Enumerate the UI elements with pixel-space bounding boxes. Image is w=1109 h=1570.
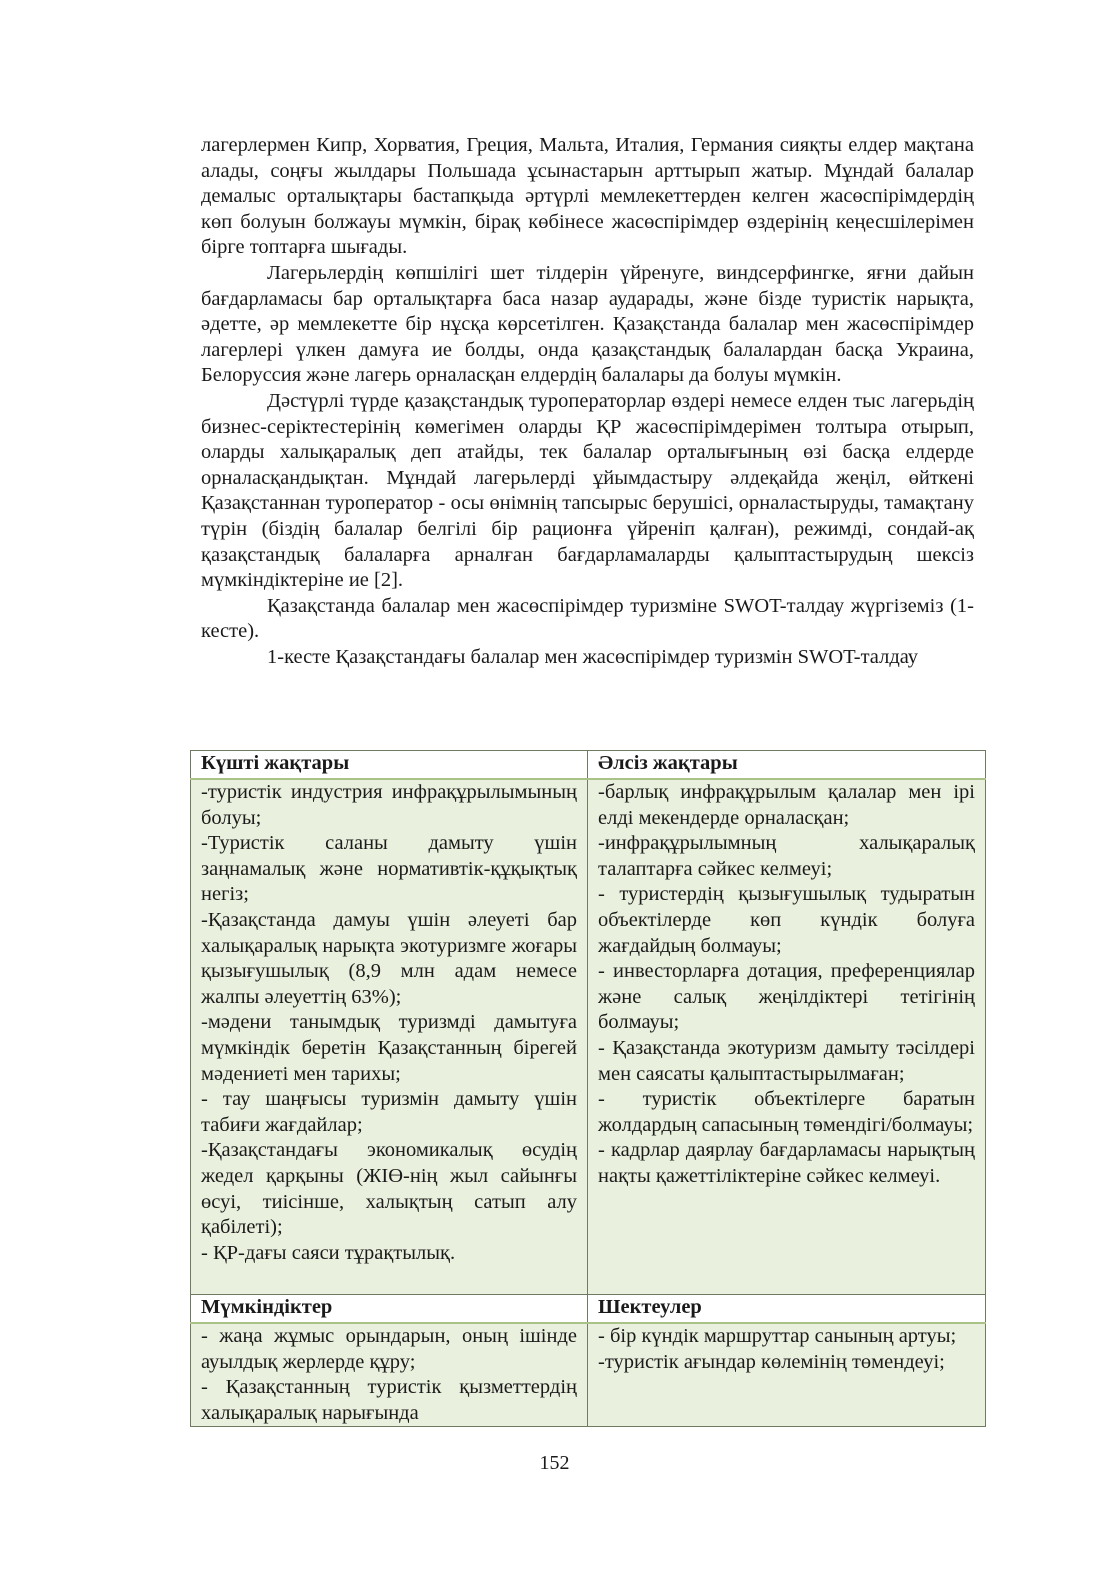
opportunities-cell: [191, 1323, 588, 1427]
list-item: - инвесторларға дотация, преференциялар және салық жеңілдіктері тетігінің болмауы;: [598, 960, 975, 1034]
weaknesses-cell: [588, 779, 986, 1295]
list-item: - ҚР-дағы саяси тұрақтылық.: [201, 1241, 456, 1264]
paragraph: лагерлермен Кипр, Хорватия, Греция, Мальта, Италия, Германия сияқты елдер мақтана алады, соңғы жылдары Польшада ұсынастарын арттырып жатыр. Мұндай балалар демалыс орталықтары бастапқыда әртүрлі мемлекеттерден келген жасөспірімдердің көп болуын болжауы мүмкін, бірақ көбінесе жасөспірімдер өздерінің кеңесшілерімен бірге топтарға шығады.: [201, 134, 974, 259]
list-item: - Қазақстанда экотуризм дамыту тәсілдері мен саясаты қалыптастырылмаған;: [598, 1036, 975, 1085]
list-item: - жаңа жұмыс орындарын, оның ішінде ауылдық жерлерде құру;: [201, 1325, 577, 1373]
list-item: - тау шаңғысы туризмін дамыту үшін табиғи жағдайлар;: [201, 1088, 577, 1136]
paragraph: Қазақстанда балалар мен жасөспірімдер туризміне SWOT-талдау жүргіземіз (1-кесте).: [201, 594, 974, 643]
list-item: -туристік индустрия инфрақұрылымының болуы;: [201, 781, 577, 829]
threats-cell: [588, 1323, 986, 1427]
list-item: - кадрлар даярлау бағдарламасы нарықтың нақты қажеттіліктеріне сәйкес келмеуі.: [598, 1139, 975, 1187]
list-item: -Туристік саланы дамыту үшін заңнамалық және нормативтік-құқықтық негіз;: [201, 832, 577, 906]
list-item: - туристердің қызығушылық тудыратын объектілерде көп күндік болуға жағдайдың болмауы;: [598, 883, 975, 957]
table-row: [191, 1323, 986, 1427]
paragraph: Дәстүрлі түрде қазақстандық туроператорлар өздері немесе елден тыс лагерьдің бизнес-серіктестерінің көмегімен оларды ҚР жасөспірімдерімен толтыра отырып, оларды халықаралық деп атайды, тек балалар орталығының өзі басқа елдерде орналасқандықтан. Мұндай лагерьлерді ұйымдастыру әлдеқайда жеңіл, өйткені Қазақстаннан туроператор - осы өнімнің тапсырыс берушісі, орналастыруды, тамақтану түрін (біздің балалар белгілі бір рационға үйреніп қалған), режимді, сондай-ақ қазақстандық балаларға арналған бағдарламаларды қалыптастырудың шексіз мүмкіндіктеріне ие [2].: [201, 389, 974, 592]
list-item: -Қазақстандағы экономикалық өсудің жедел қарқыны (ЖІӨ-нің жыл сайынғы өсуі, тиісінше, халықтың сатып алу қабілеті);: [201, 1139, 577, 1239]
table-row: [191, 779, 986, 1295]
table-header-row: [191, 751, 986, 780]
paragraph: Лагерьлердің көпшілігі шет тілдерін үйренуге, виндсерфингке, яғни дайын бағдарламасы бар орталықтарға баса назар аударады, және бізде туристік нарықта, әдетте, әр мемлекетте бір нұсқа көрсетілген. Қазақстанда балалар мен жасөспірімдер лагерлері үлкен дамуға ие болды, онда қазақстандық балалардан басқа Украина, Белоруссия және лагерь орналасқан елдердің балалары да болуы мүмкін.: [201, 261, 974, 387]
swot-table: [190, 750, 986, 1427]
table-header-row: [191, 1295, 986, 1324]
table-caption: 1-кесте Қазақстандағы балалар мен жасөспірімдер туризмін SWOT-талдау: [267, 645, 919, 668]
threats-header: Шектеулер: [588, 1295, 986, 1324]
list-item: -барлық инфрақұрылым қалалар мен ірі елді мекендерде орналасқан;: [598, 781, 975, 829]
list-item: - бір күндік маршруттар санының артуы;: [598, 1325, 957, 1347]
list-item: -мәдени танымдық туризмді дамытуға мүмкіндік беретін Қазақстанның бірегей мәдениеті мен тарихы;: [201, 1011, 577, 1085]
list-item: -туристік ағындар көлемінің төмендеуі;: [598, 1350, 945, 1373]
list-item: - Қазақстанның туристік қызметтердің халықаралық нарығында: [201, 1376, 577, 1424]
body-text: [201, 133, 974, 670]
list-item: -Қазақстанда дамуы үшін әлеуеті бар халықаралық нарықта экотуризмге жоғары қызығушылық (8,9 млн адам немесе жалпы әлеуеттің 63%);: [201, 908, 577, 1008]
list-item: -инфрақұрылымның халықаралық талаптарға сәйкес келмеуі;: [598, 832, 975, 880]
strengths-cell: [191, 779, 588, 1295]
opportunities-header: Мүмкіндіктер: [191, 1295, 588, 1324]
page-number: 152: [539, 1452, 570, 1474]
strengths-header: Күшті жақтары: [191, 751, 588, 780]
weaknesses-header: Әлсіз жақтары: [588, 751, 986, 780]
list-item: - туристік объектілерге баратын жолдардың сапасының төмендігі/болмауы;: [598, 1088, 975, 1136]
